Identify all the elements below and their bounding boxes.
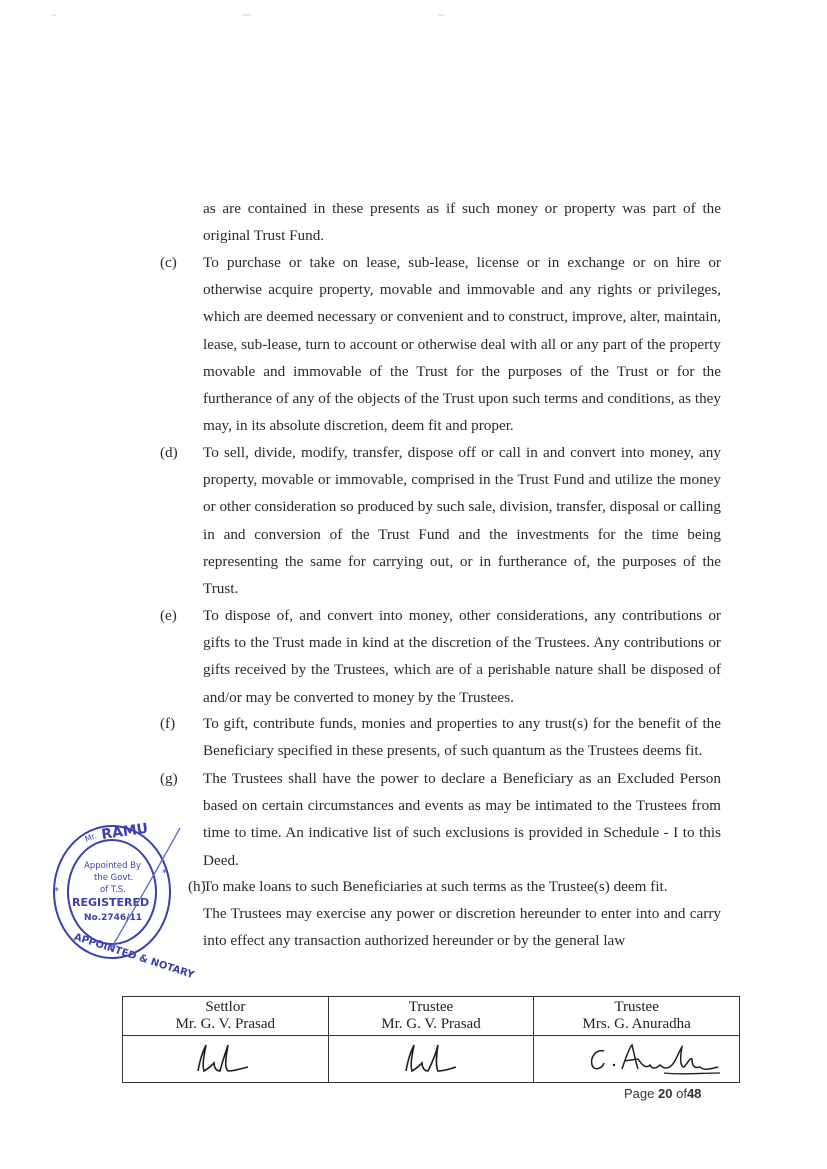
trustee-1-signature-icon [396, 1041, 466, 1077]
closing-paragraph: The Trustees may exercise any power or discretion hereunder to enter into and carry into effect any transaction authorized hereunder or by the general law [203, 905, 721, 950]
trustee-2-role: Trustee [614, 999, 659, 1015]
svg-text:RAMU: RAMU [100, 820, 150, 844]
trustee-2-cell [534, 997, 740, 1036]
clause-g-text: The Trustees shall have the power to declare a Beneficiary as an Excluded Person based on certain circumstances and events as may be intimated to the Trustees from time to time. An indicative list of such exclusions is provided in Schedule - I to this Deed. [203, 770, 721, 869]
settlor-signature-icon [190, 1041, 260, 1077]
trustee-2-signature-icon [552, 1039, 722, 1079]
trustee-1-role: Trustee [408, 999, 454, 1015]
clause-label-f: (f) [160, 715, 176, 732]
svg-text:the Govt.: the Govt. [94, 873, 134, 883]
total-pages: 48 [686, 1086, 702, 1101]
svg-text:APPOINTED & NOTARY: APPOINTED & NOTARY [72, 931, 196, 982]
clause-label-h: (h) [188, 878, 206, 895]
trustee-1-signature-cell [328, 1036, 534, 1083]
svg-text:Appointed By: Appointed By [84, 861, 142, 871]
clause-c-text: To purchase or take on lease, sub-lease, license or in exchange or on hire or otherwise acquire property, movable and immovable and any rights or privileges, which are deemed necessary or convenient and to construct, improve, alter, maintain, lease, sub-lease, turn to account or otherwise deal with all or any part of the property movable and immovable of the Trust for the purposes of the Trust or for the furtherance of any of the objects of the Trust upon such terms and conditions, as they may, in its absolute discretion, deem fit and proper. [203, 254, 721, 435]
svg-text:*: * [162, 868, 167, 879]
trustee-1-cell [328, 997, 534, 1036]
svg-text:No.2746/11: No.2746/11 [84, 913, 142, 923]
svg-text:Mr.: Mr. [83, 831, 98, 844]
settlor-signature-cell [123, 1036, 329, 1083]
trustee-2-signature-cell [534, 1036, 740, 1083]
current-page: 20 [658, 1086, 673, 1101]
signature-table [122, 996, 740, 1083]
settlor-cell [123, 997, 329, 1036]
notary-stamp-icon [50, 810, 196, 982]
trustee-2-name: Mrs. G. Anuradha [582, 1016, 691, 1032]
clause-label-c: (c) [160, 254, 177, 271]
settlor-role: Settlor [205, 999, 246, 1015]
clause-label-d: (d) [160, 444, 178, 461]
page-of: of [676, 1086, 687, 1101]
clause-f-text: To gift, contribute funds, monies and properties to any trust(s) for the benefit of the Beneficiary specified in these presents, of such quantum as the Trustees deems fit. [203, 715, 721, 760]
clause-h-text: To make loans to such Beneficiaries at such terms as the Trustee(s) deem fit. [203, 878, 668, 895]
clause-label-e: (e) [160, 607, 177, 624]
page-number [624, 1086, 701, 1101]
clause-d-text: To sell, divide, modify, transfer, dispose off or call in and convert into money, any property, movable or immovable, comprised in the Trust Fund and utilize the money or other consideration so produced by such sale, division, transfer, disposal or calling in and conversion of the Trust Fund and the investments for the time being representing the same for carrying out, or in furtherance of, the purposes of the Trust. [203, 444, 721, 598]
clause-e-text: To dispose of, and convert into money, other considerations, any contributions or gifts to the Trust made in kind at the discretion of the Trustees. Any contributions or gifts received by the Trustees, which are of a perishable nature shall be disposed of and/or may be converted to money by the Trustees. [203, 607, 721, 706]
trustee-1-name: Mr. G. V. Prasad [381, 1016, 481, 1032]
svg-text:of T.S.: of T.S. [100, 885, 126, 895]
continuation-paragraph: as are contained in these presents as if such money or property was part of the original Trust Fund. [203, 200, 721, 245]
settlor-name: Mr. G. V. Prasad [175, 1016, 276, 1032]
svg-text:*: * [54, 886, 59, 897]
svg-text:REGISTERED: REGISTERED [72, 896, 150, 909]
clause-label-g: (g) [160, 770, 178, 787]
page-label: Page [624, 1086, 655, 1101]
